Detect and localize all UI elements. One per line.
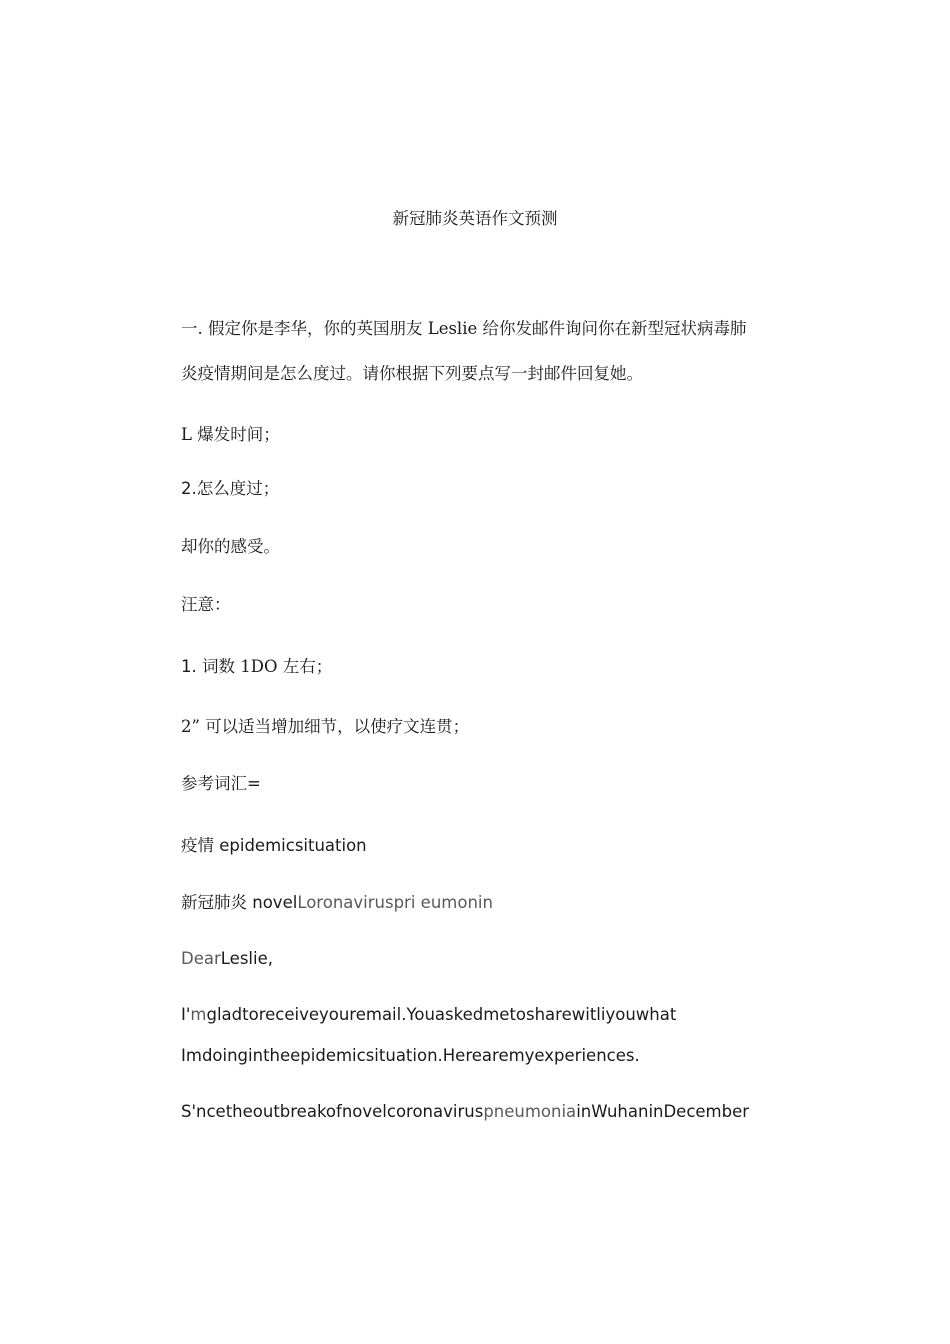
point-1: L 爆发时间； [181,425,280,444]
greeting-name: Leslie, [220,949,273,968]
vocab-item-2-english-b: Loronaviruspri eumonin [297,893,493,912]
letter-line-3-c: inWuhaninDecember [576,1102,750,1121]
vocab-item-1 [181,835,367,857]
greeting-dear: Dear [181,949,221,968]
point-2-text: 怎么度过； [196,479,280,498]
letter-greeting [181,948,273,970]
vocab-item-2-chinese: 新冠肺炎 [181,893,253,912]
prompt-line-2: 炎疫情期间是怎么度过。请你根据下列要点写一封邮件回复她。 [181,364,643,383]
note-1-text: 词数 1DO 左右； [202,657,333,676]
vocab-item-1-english: epidemicsituation [219,836,367,855]
point-2 [181,478,279,500]
letter-line-3-b: pneumonia [483,1102,577,1121]
point-2-number: 2. [181,479,197,498]
note-1 [181,656,332,678]
note-2: 2” 可以适当增加细节，以使疗文连贯； [181,717,470,736]
notes-heading: 汪意： [181,595,231,614]
vocab-heading: 参考词汇= [181,774,261,793]
letter-line-1-b: m [190,1005,207,1024]
letter-line-3-a: S'ncetheoutbreakofnovelcoronavirus [181,1102,484,1121]
letter-line-1-a: I' [181,1005,191,1024]
note-1-number: 1. [181,657,202,676]
vocab-item-2-english-a: novel [252,893,298,912]
point-3: 却你的感受。 [181,537,280,556]
vocab-item-1-chinese: 疫情 [181,836,220,855]
letter-line-1 [181,1004,676,1026]
prompt-line-1: 一. 假定你是李华，你的英国朋友 Leslie 给你发邮件询问你在新型冠状病毒肺 [181,319,747,338]
letter-line-1-c: gladtoreceiveyouremail.Youaskedmetosharewitliyouwhat [206,1005,677,1024]
letter-line-3 [181,1101,749,1123]
vocab-item-2 [181,892,493,914]
document-title: 新冠肺炎英语作文预测 [392,209,558,228]
letter-line-2: Imdoingintheepidemicsituation.Herearemyexperiences. [181,1046,640,1065]
